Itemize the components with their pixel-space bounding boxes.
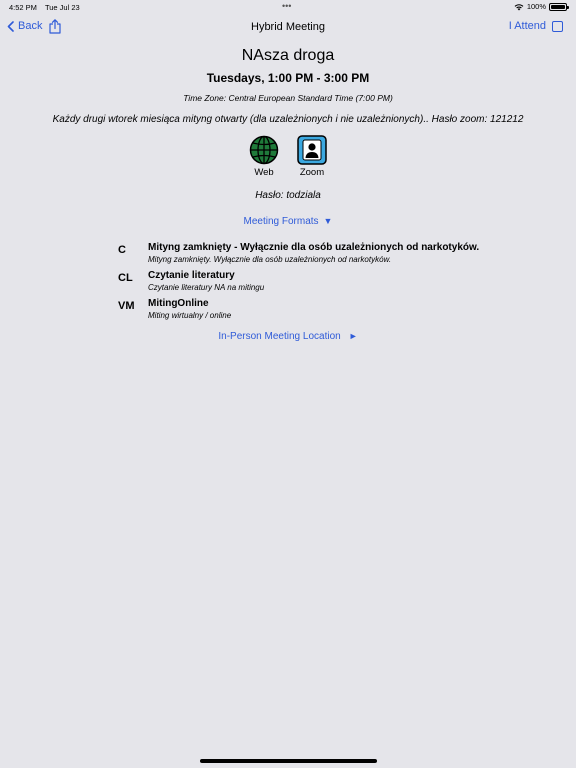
- multitasking-dots[interactable]: •••: [282, 1, 292, 11]
- wifi-icon: [514, 3, 524, 11]
- meeting-formats-label: Meeting Formats: [243, 216, 319, 227]
- meeting-time: Tuesdays, 1:00 PM - 3:00 PM: [206, 71, 370, 85]
- format-title: Czytanie literatury: [148, 270, 235, 281]
- zoom-link-button[interactable]: [297, 135, 327, 178]
- battery-icon: [549, 3, 567, 11]
- attend-label: I Attend: [508, 20, 546, 32]
- nav-title: Hybrid Meeting: [251, 21, 325, 33]
- globe-icon: [249, 135, 279, 165]
- format-title: Mityng zamknięty - Wyłącznie dla osób uzależnionych od narkotyków.: [148, 242, 480, 253]
- meeting-description: Każdy drugi wtorek miesiąca mityng otwarty (dla uzależnionych i nie uzależnionych).. Hasło zoom: 121212: [52, 114, 524, 125]
- format-description: Mityng zamknięty. Wyłącznie dla osób uzależnionych od narkotyków.: [148, 255, 392, 264]
- disclosure-down-icon: ▼: [323, 216, 333, 226]
- navigation-bar: [0, 16, 576, 40]
- status-bar: [0, 0, 576, 14]
- back-label: Back: [18, 20, 43, 32]
- zoom-link-label: Zoom: [299, 167, 325, 178]
- format-description: Czytanie literatury NA na mitingu: [148, 283, 265, 292]
- web-link-button[interactable]: [249, 135, 279, 178]
- meeting-timezone: Time Zone: Central European Standard Time (7:00 PM): [183, 93, 393, 103]
- format-description: Miting wirtualny / online: [148, 311, 232, 320]
- in-person-location-label: In-Person Meeting Location: [218, 331, 341, 342]
- attend-checkbox[interactable]: [552, 21, 563, 32]
- format-code: C: [118, 244, 126, 256]
- format-code: VM: [118, 300, 135, 312]
- person-icon: [297, 135, 327, 165]
- attend-toggle[interactable]: [509, 20, 563, 32]
- meeting-name: NAsza droga: [241, 47, 335, 64]
- format-item: [118, 270, 576, 292]
- disclosure-right-icon: ►: [348, 331, 358, 341]
- formats-list: [118, 242, 576, 320]
- meeting-details: [0, 46, 576, 344]
- status-date: Tue Jul 23: [44, 3, 80, 12]
- web-link-label: Web: [254, 167, 274, 178]
- meeting-formats-toggle[interactable]: [244, 216, 333, 227]
- in-person-location-toggle[interactable]: [218, 331, 357, 342]
- format-item: [118, 298, 576, 320]
- format-title: MitingOnline: [148, 298, 209, 309]
- status-time: 4:52 PM: [9, 3, 37, 12]
- virtual-links: [0, 135, 576, 178]
- format-item: [118, 242, 576, 264]
- battery-fill: [551, 5, 565, 9]
- battery-percent: 100%: [526, 2, 546, 11]
- home-indicator[interactable]: [200, 759, 377, 763]
- format-code: CL: [118, 272, 133, 284]
- meeting-password: Hasło: todziala: [255, 190, 321, 201]
